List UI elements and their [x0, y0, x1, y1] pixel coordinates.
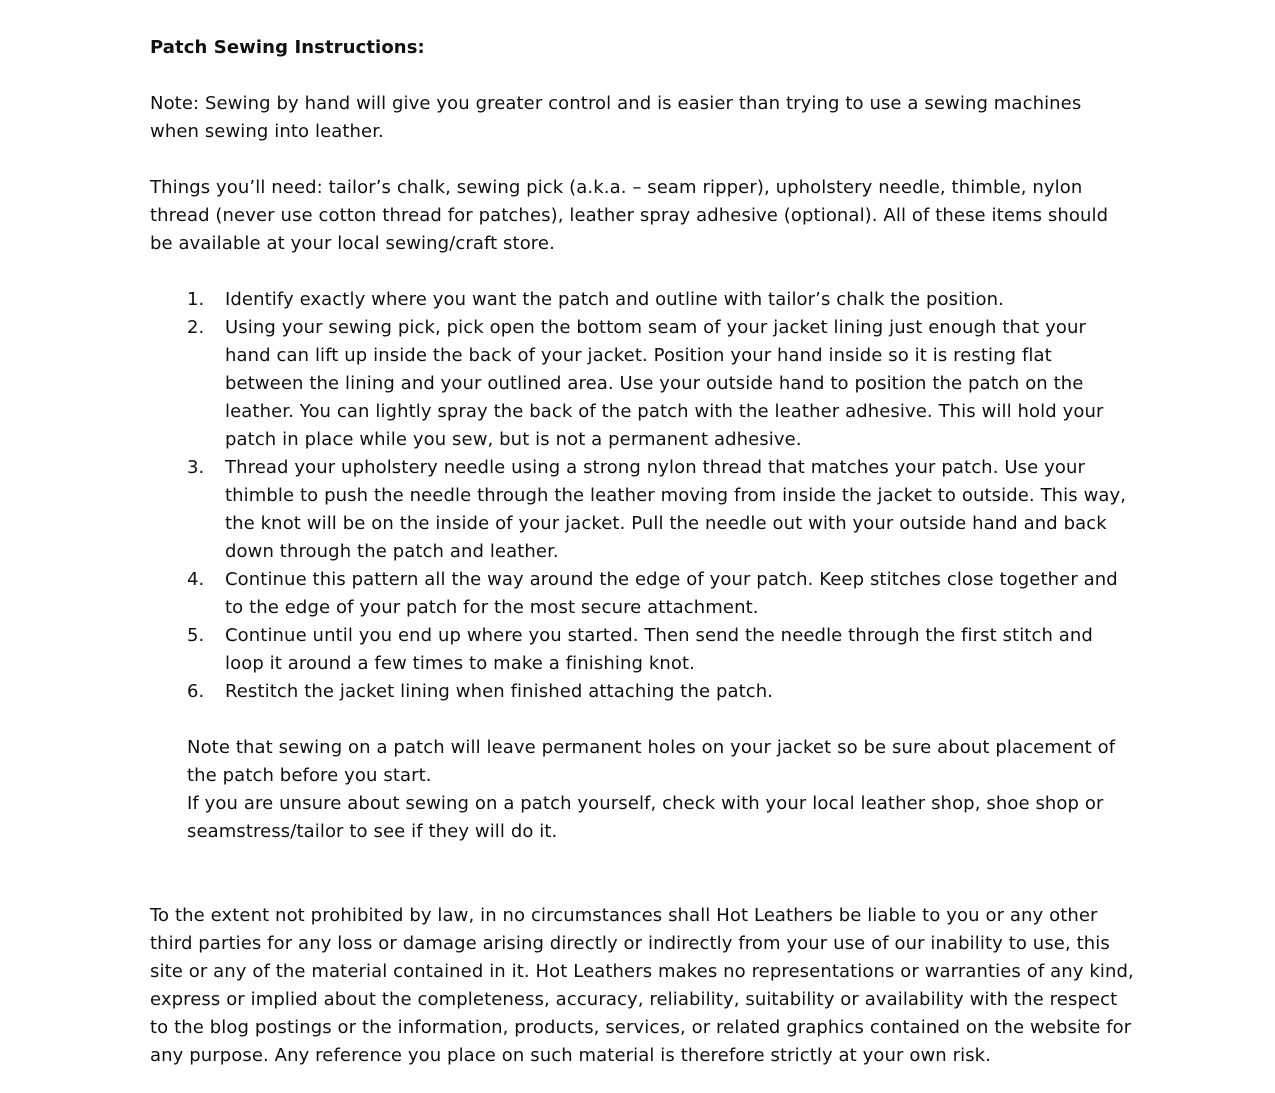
document-page	[150, 34, 1135, 1070]
step-text: Continue until you end up where you started. Then send the needle through the first stitch and loop it around a few times to make a finishing knot.	[225, 625, 1093, 674]
step-number: 6.	[187, 681, 205, 702]
placement-note: Note that sewing on a patch will leave permanent holes on your jacket so be sure about placement of the patch before you start.	[187, 737, 1116, 786]
notes-block	[150, 734, 1135, 846]
page-title: Patch Sewing Instructions:	[150, 37, 425, 58]
step-number: 4.	[187, 569, 205, 590]
step-text: Thread your upholstery needle using a strong nylon thread that matches your patch. Use your thimble to push the needle through the leather moving from inside the jacket to outside. This way, the knot will be on the inside of your jacket. Pull the needle out with your outside hand and back down through the patch and leather.	[225, 457, 1127, 562]
disclaimer: To the extent not prohibited by law, in no circumstances shall Hot Leathers be liable to you or any other third parties for any loss or damage arising directly or indirectly from your use of our inability to use, this site or any of the material contained in it. Hot Leathers makes no representations or warranties of any kind, express or implied about the completeness, accuracy, reliability, suitability or availability with the respect to the blog postings or the information, products, services, or related graphics contained on the website for any purpose. Any reference you place on such material is therefore strictly at your own risk.	[150, 905, 1134, 1066]
step-text: Identify exactly where you want the patch and outline with tailor’s chalk the position.	[225, 289, 1004, 310]
step-number: 5.	[187, 625, 205, 646]
step-text: Restitch the jacket lining when finished attaching the patch.	[225, 681, 774, 702]
step-number: 3.	[187, 457, 205, 478]
list-item	[187, 314, 1135, 454]
step-number: 1.	[187, 289, 205, 310]
unsure-note: If you are unsure about sewing on a patch yourself, check with your local leather shop, shoe shop or seamstress/tailor to see if they will do it.	[187, 793, 1104, 842]
list-item	[187, 286, 1135, 314]
list-item	[187, 622, 1135, 678]
list-item	[187, 566, 1135, 622]
step-number: 2.	[187, 317, 205, 338]
list-item	[187, 678, 1135, 706]
intro-note: Note: Sewing by hand will give you greater control and is easier than trying to use a sewing machines when sewing into leather.	[150, 93, 1082, 142]
steps-list	[150, 286, 1135, 706]
list-item	[187, 454, 1135, 566]
things-needed: Things you’ll need: tailor’s chalk, sewing pick (a.k.a. – seam ripper), upholstery needle, thimble, nylon thread (never use cotton thread for patches), leather spray adhesive (optional). All of these items should be available at your local sewing/craft store.	[150, 177, 1109, 254]
step-text: Using your sewing pick, pick open the bottom seam of your jacket lining just enough that your hand can lift up inside the back of your jacket. Position your hand inside so it is resting flat between the lining and your outlined area. Use your outside hand to position the patch on the leather. You can lightly spray the back of the patch with the leather adhesive. This will hold your patch in place while you sew, but is not a permanent adhesive.	[225, 317, 1104, 450]
step-text: Continue this pattern all the way around the edge of your patch. Keep stitches close together and to the edge of your patch for the most secure attachment.	[225, 569, 1118, 618]
